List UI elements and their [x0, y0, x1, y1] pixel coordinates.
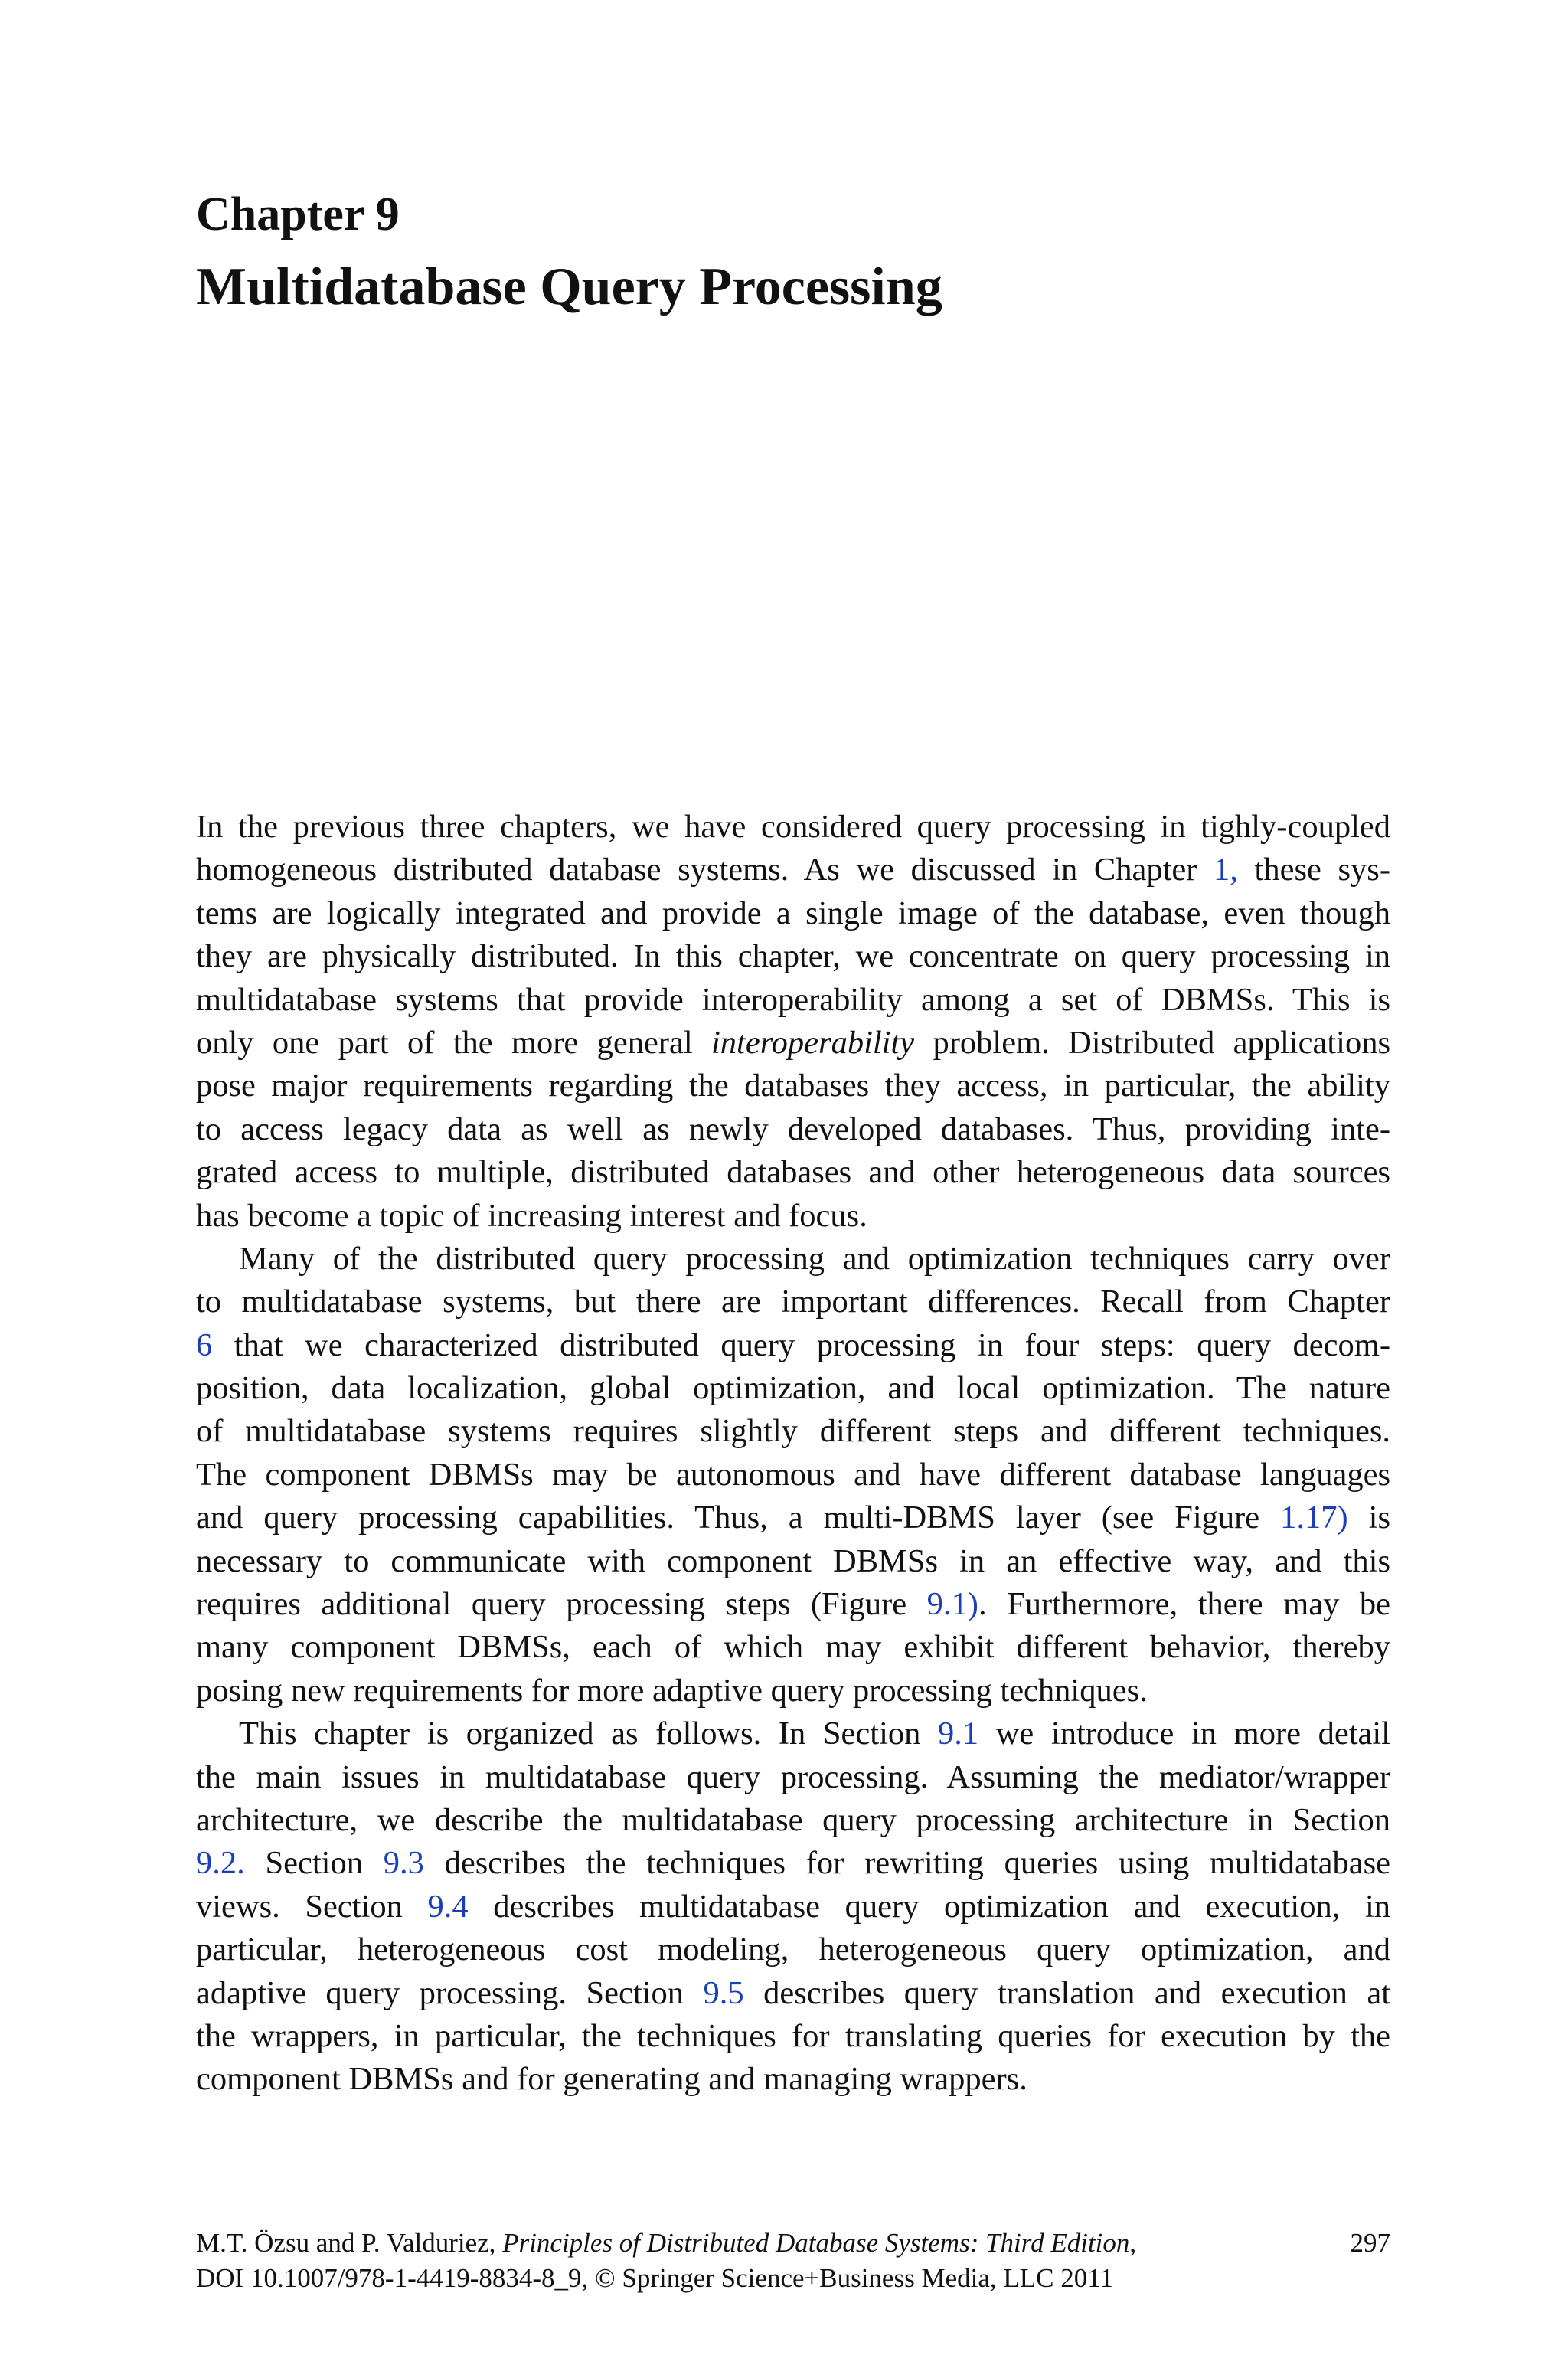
text-line: many component DBMSs, each of which may exhibit different behavior, thereby — [196, 1629, 1390, 1666]
text-line — [196, 1712, 1390, 1755]
text-line: architecture, we describe the multidatabase query processing architecture in Section — [196, 1801, 1390, 1838]
figure-link[interactable]: 1.17) — [1280, 1500, 1348, 1536]
text-span: problem. Distributed applications — [914, 1024, 1390, 1061]
text-line: The component DBMSs may be autonomous and have different database languages — [196, 1456, 1390, 1493]
section-link[interactable]: 9.4 — [427, 1888, 469, 1925]
text-line: pose major requirements regarding the databases they access, in particular, the ability — [196, 1068, 1390, 1104]
text-line: the wrappers, in particular, the techniques for translating queries for execution by the — [196, 2017, 1390, 2054]
page-number: 297 — [1350, 2228, 1390, 2258]
text-span: describes multidatabase query optimization and execution, in — [468, 1888, 1390, 1925]
body-text — [196, 806, 1390, 2102]
citation-authors: M.T. Özsu and P. Valduriez, — [196, 2228, 503, 2258]
emphasis-text: interoperability — [710, 1024, 915, 1061]
text-line: has become a topic of increasing interest and focus. — [196, 1197, 867, 1234]
text-span: these sys- — [1237, 852, 1390, 888]
chapter-link[interactable]: 6 — [196, 1326, 213, 1363]
text-span: describes query translation and execution at — [743, 1974, 1391, 2011]
chapter-title: Multidatabase Query Processing — [196, 257, 942, 316]
text-span: Section — [244, 1845, 384, 1882]
text-line: of multidatabase systems requires slightly different steps and different techniques. — [196, 1413, 1390, 1450]
text-span: homogeneous distributed database systems. As we discussed in Chapter — [196, 852, 1214, 888]
text-span: adaptive query processing. Section — [196, 1974, 704, 2011]
text-span: is — [1348, 1500, 1390, 1536]
text-line — [196, 849, 1390, 891]
text-line: necessary to communicate with component DBMSs in an effective way, and this — [196, 1542, 1390, 1579]
text-line: they are physically distributed. In this chapter, we concentrate on query processing in — [196, 938, 1390, 975]
section-link[interactable]: 9.1 — [938, 1716, 979, 1752]
citation-book-title: Principles of Distributed Database Systems: Third Edition — [502, 2228, 1130, 2258]
text-line — [196, 1842, 1390, 1885]
text-line: posing new requirements for more adaptive query processing techniques. — [196, 1672, 1148, 1709]
text-line: to access legacy data as well as newly developed databases. Thus, providing inte- — [196, 1110, 1390, 1147]
text-line: In the previous three chapters, we have considered query processing in tighly-coupled — [196, 809, 1390, 845]
text-line: multidatabase systems that provide interoperability among a set of DBMSs. This is — [196, 981, 1390, 1018]
paragraph-2 — [196, 1238, 1390, 1712]
chapter-label: Chapter 9 — [196, 188, 400, 240]
section-link[interactable]: 9.3 — [383, 1845, 424, 1882]
text-line: the main issues in multidatabase query processing. Assuming the mediator/wrapper — [196, 1758, 1390, 1795]
text-line — [196, 1972, 1390, 2015]
text-line: component DBMSs and for generating and managing wrappers. — [196, 2061, 1027, 2098]
citation-line — [196, 2226, 1390, 2261]
text-line: to multidatabase systems, but there are important differences. Recall from Chapter — [196, 1284, 1390, 1320]
text-span: views. Section — [196, 1888, 428, 1925]
text-line — [196, 1324, 1390, 1367]
text-line — [196, 1583, 1390, 1626]
text-line: position, data localization, global optimization, and local optimization. The nature — [196, 1370, 1390, 1407]
page-footer — [196, 2226, 1390, 2296]
text-span: and query processing capabilities. Thus, a multi-DBMS layer (see Figure — [196, 1500, 1281, 1536]
text-span: we introduce in more detail — [978, 1716, 1390, 1752]
text-line — [196, 1886, 1390, 1928]
section-link[interactable]: 9.5 — [703, 1974, 744, 2011]
text-span: describes the techniques for rewriting queries using multidatabase — [423, 1845, 1390, 1882]
section-link[interactable]: 9.2. — [196, 1845, 245, 1882]
figure-link[interactable]: 9.1) — [926, 1586, 978, 1623]
text-span: requires additional query processing steps (Figure — [196, 1586, 927, 1623]
text-span: that we characterized distributed query processing in four steps: query decom- — [212, 1326, 1390, 1363]
paragraph-1 — [196, 806, 1390, 1238]
chapter-link[interactable]: 1, — [1214, 852, 1238, 888]
text-line: grated access to multiple, distributed databases and other heterogeneous data sources — [196, 1154, 1390, 1191]
text-span: This chapter is organized as follows. In Section — [239, 1716, 938, 1752]
text-line — [196, 1022, 1390, 1065]
citation-punct: , — [1129, 2228, 1137, 2258]
text-line: tems are logically integrated and provide a single image of the database, even though — [196, 895, 1390, 931]
citation-doi: DOI 10.1007/978-1-4419-8834-8_9, © Springer Science+Business Media, LLC 2011 — [196, 2263, 1113, 2293]
text-span: only one part of the more general — [196, 1024, 711, 1061]
text-line: particular, heterogeneous cost modeling, heterogeneous query optimization, and — [196, 1932, 1390, 1968]
paragraph-3 — [196, 1712, 1390, 2102]
text-line: Many of the distributed query processing and optimization techniques carry over — [239, 1240, 1390, 1277]
text-line — [196, 1496, 1390, 1539]
text-span: . Furthermore, there may be — [978, 1586, 1390, 1623]
